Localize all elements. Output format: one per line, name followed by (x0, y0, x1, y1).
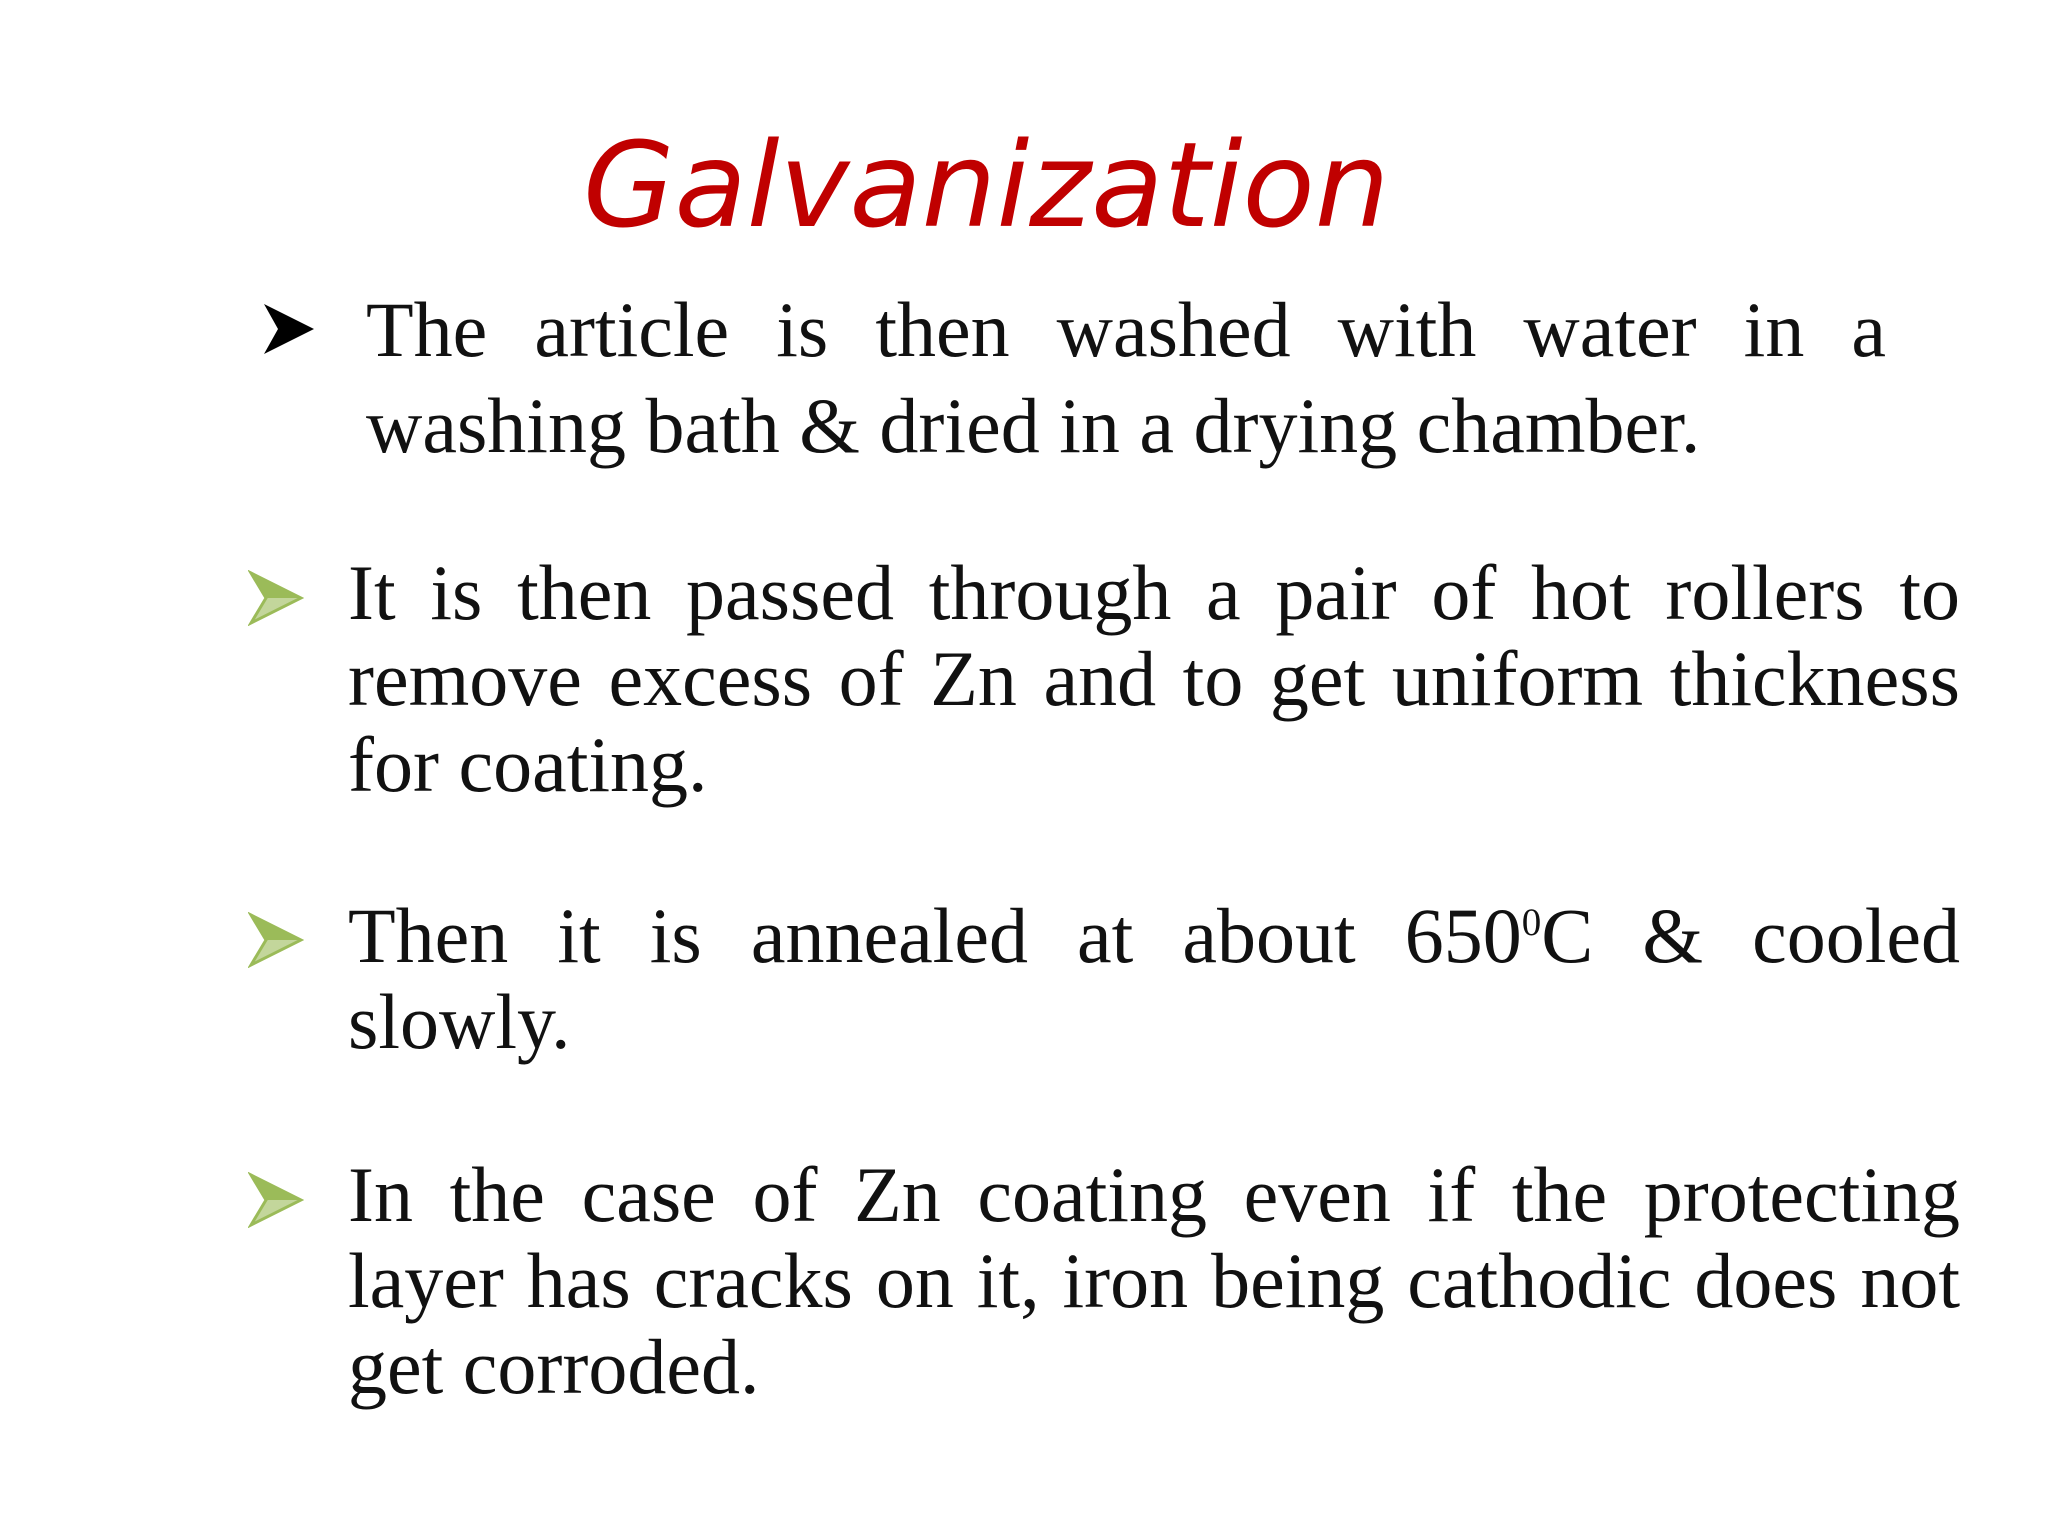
bullet-text-3-before: Then it is annealed at about 650 (348, 892, 1522, 979)
bullet-text-3 (348, 893, 1960, 1065)
bullet-text-2: It is then passed through a pair of hot rollers to remove excess of Zn and to get uniform thickness for coating. (348, 549, 1960, 808)
outlined-arrowhead-bullet-icon (248, 1172, 304, 1228)
outlined-arrowhead-bullet-icon (248, 912, 304, 968)
bullet-text-1: The article is then washed with water in a washing bath & dried in a drying chamber. (366, 286, 1886, 469)
superscript-degree: 0 (1521, 901, 1542, 944)
filled-arrowhead-bullet-icon (262, 302, 316, 356)
bullet-text-4: In the case of Zn coating even if the protecting layer has cracks on it, iron being cathodic does not get corroded. (348, 1151, 1960, 1410)
outlined-arrowhead-bullet-icon (248, 570, 304, 626)
slide-title: Galvanization (583, 116, 1390, 254)
bullet-text-3-after: C & cooled slowly. (348, 892, 1961, 1065)
